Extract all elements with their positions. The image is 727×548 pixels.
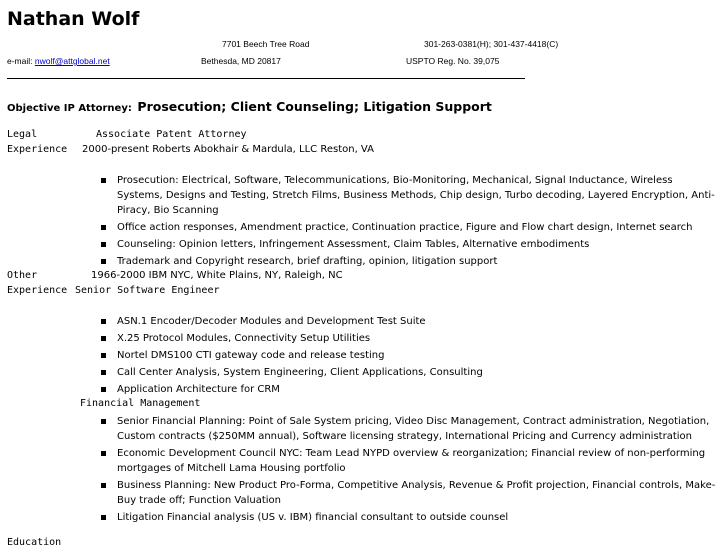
list-item: X.25 Protocol Modules, Connectivity Setup Utilities: [101, 331, 716, 346]
uspto-registration: USPTO Reg. No. 39,075: [406, 56, 500, 66]
list-item: Economic Development Council NYC: Team Lead NYPD overview & reorganization; Financial review of non-performing mortgages of Mitchell Lama Housing portfolio: [101, 446, 716, 476]
list-item: ASN.1 Encoder/Decoder Modules and Development Test Suite: [101, 314, 716, 329]
header-divider: [7, 78, 525, 79]
other-job-title: Senior Software Engineer: [75, 285, 220, 296]
list-item: Trademark and Copyright research, brief drafting, opinion, litigation support: [101, 254, 716, 269]
financial-bullet-list: [101, 414, 716, 527]
legal-bullet-list: [101, 173, 716, 271]
list-item: Nortel DMS100 CTI gateway code and release testing: [101, 348, 716, 363]
resume-name: Nathan Wolf: [7, 8, 140, 30]
list-item: Office action responses, Amendment practice, Continuation practice, Figure and Flow chart design, Internet search: [101, 220, 716, 235]
objective-text: Prosecution; Client Counseling; Litigation Support: [137, 99, 492, 114]
list-item: Application Architecture for CRM: [101, 382, 716, 397]
other-heading-line1: Other: [7, 270, 38, 281]
objective: [7, 96, 492, 115]
list-item: Business Planning: New Product Pro-Forma, Competitive Analysis, Revenue & Profit projection, Financial controls, Make-Buy trade off; Function Valuation: [101, 478, 716, 508]
financial-heading: Financial Management: [80, 398, 201, 409]
list-item: Litigation Financial analysis (US v. IBM) financial consultant to outside counsel: [101, 510, 716, 525]
email-link[interactable]: nwolf@attglobal.net: [34, 56, 110, 66]
objective-label: Objective IP Attorney:: [7, 103, 132, 114]
list-item: Prosecution: Electrical, Software, Telecommunications, Bio-Monitoring, Mechanical, Signal Inductance, Wireless Systems, Designs and Testing, Stretch Films, Business Methods, Chip design, Turbo decoding, Layered Encryption, Anti-Piracy, Bio Scanning: [101, 173, 716, 218]
legal-heading-line2: Experience: [7, 144, 68, 155]
list-item: Senior Financial Planning: Point of Sale System pricing, Video Disc Management, Contract administration, Negotiation, Custom contracts ($250MM annual), Software licensing strategy, International Pricing and Currency administration: [101, 414, 716, 444]
legal-employer: 2000-present Roberts Abokhair & Mardula, LLC Reston, VA: [82, 144, 374, 155]
email-label: e-mail:: [7, 56, 33, 66]
other-employer: 1966-2000 IBM NYC, White Plains, NY, Raleigh, NC: [91, 270, 343, 281]
other-heading-line2: Experience: [7, 285, 68, 296]
address-line2: Bethesda, MD 20817: [201, 56, 281, 66]
other-bullet-list: [101, 314, 716, 399]
legal-job-title: Associate Patent Attorney: [96, 129, 247, 140]
list-item: Call Center Analysis, System Engineering, Client Applications, Consulting: [101, 365, 716, 380]
email-row: [7, 56, 110, 66]
legal-heading-line1: Legal: [7, 129, 38, 140]
list-item: Counseling: Opinion letters, Infringement Assessment, Claim Tables, Alternative embodiments: [101, 237, 716, 252]
education-heading: Education: [7, 537, 62, 548]
address-line1: 7701 Beech Tree Road: [222, 39, 310, 49]
phone-numbers: 301-263-0381(H); 301-437-4418(C): [424, 39, 559, 49]
